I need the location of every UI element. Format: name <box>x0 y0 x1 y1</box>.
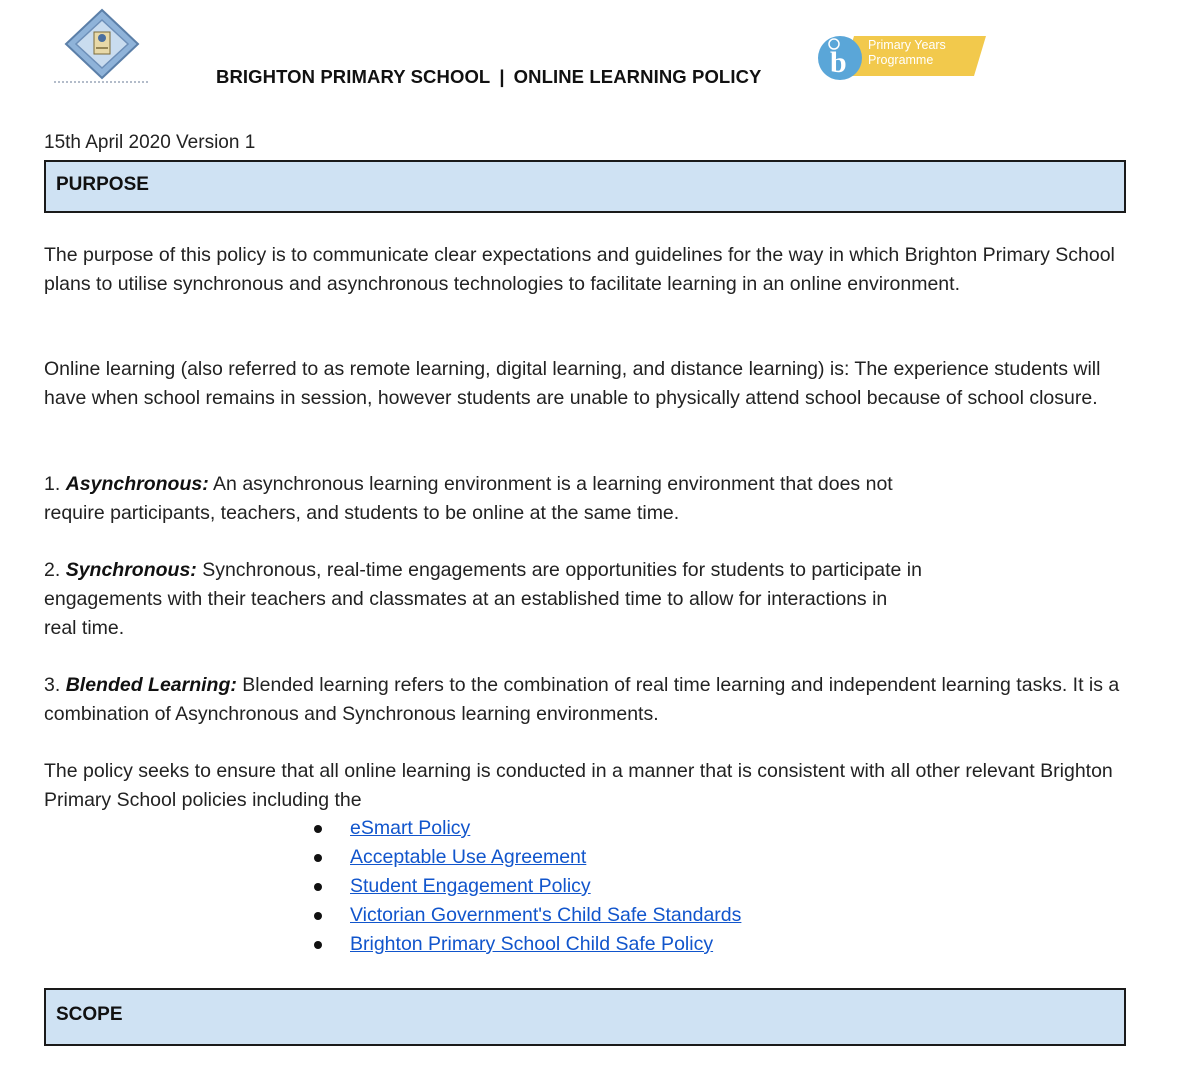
definition-text: An asynchronous learning environment is a learning environment that does not require participants, teachers, and students to be online at the same time. <box>44 473 893 524</box>
title-separator: | <box>499 66 505 87</box>
svg-text:b: b <box>830 46 847 79</box>
pyp-logo-line2: Programme <box>868 53 934 67</box>
policy-consistency-paragraph: The policy seeks to ensure that all online learning is conducted in a manner that is consistent with all other relevant Brighton Primary School policies including the <box>44 760 1113 811</box>
definition-text: Blended learning refers to the combination of real time learning and independent learning tasks. It is a combination of Asynchronous and Synchronous learning environments. <box>44 674 1120 725</box>
section-heading-purpose <box>44 160 1126 213</box>
bullet-icon <box>314 883 322 891</box>
list-item <box>312 930 741 959</box>
pyp-logo-text <box>868 38 946 68</box>
bullet-icon <box>314 825 322 833</box>
policy-name: ONLINE LEARNING POLICY <box>513 66 762 87</box>
school-name: BRIGHTON PRIMARY SCHOOL <box>216 66 491 87</box>
list-item <box>312 872 741 901</box>
term-asynchronous: Asynchronous: <box>65 473 209 495</box>
section-heading-label: PURPOSE <box>56 174 149 195</box>
pyp-logo-line1: Primary Years <box>868 38 946 52</box>
link-student-engagement-policy[interactable]: Student Engagement Policy <box>350 875 591 897</box>
item-number: 1. <box>44 473 61 495</box>
related-policies-list <box>312 814 741 959</box>
definition-text: Synchronous, real-time engagements are opportunities for students to participate in engagements with their teachers and classmates at an established time to allow for interactions in real time. <box>44 559 922 639</box>
definition-synchronous <box>44 556 924 643</box>
link-child-safe-standards[interactable]: Victorian Government's Child Safe Standards <box>350 904 742 926</box>
list-item <box>312 901 741 930</box>
link-school-child-safe-policy[interactable]: Brighton Primary School Child Safe Policy <box>350 933 714 955</box>
purpose-paragraph: The purpose of this policy is to communicate clear expectations and guidelines for the way in which Brighton Primary School plans to utilise synchronous and asynchronous technologies to facilitate learning in an online environment. <box>44 244 1115 295</box>
definition-blended-learning <box>44 671 1134 729</box>
definition-asynchronous <box>44 470 924 528</box>
section-heading-label: SCOPE <box>56 1004 123 1025</box>
link-esmart-policy[interactable]: eSmart Policy <box>350 817 471 839</box>
list-item <box>312 814 741 843</box>
version-line: 15th April 2020 Version 1 <box>44 132 256 153</box>
bullet-icon <box>314 941 322 949</box>
link-acceptable-use-agreement[interactable]: Acceptable Use Agreement <box>350 846 587 868</box>
item-number: 3. <box>44 674 61 696</box>
bullet-icon <box>314 912 322 920</box>
section-heading-scope <box>44 988 1126 1046</box>
school-crest-logo <box>52 6 152 84</box>
term-synchronous: Synchronous: <box>65 559 197 581</box>
item-number: 2. <box>44 559 61 581</box>
term-blended-learning: Blended Learning: <box>65 674 237 696</box>
bullet-icon <box>314 854 322 862</box>
list-item <box>312 843 741 872</box>
online-learning-definition: Online learning (also referred to as remote learning, digital learning, and distance learning) is: The experience students will have when school remains in session, however students are unable to physically attend school because of school closure. <box>44 358 1101 409</box>
document-header-title <box>216 66 761 88</box>
